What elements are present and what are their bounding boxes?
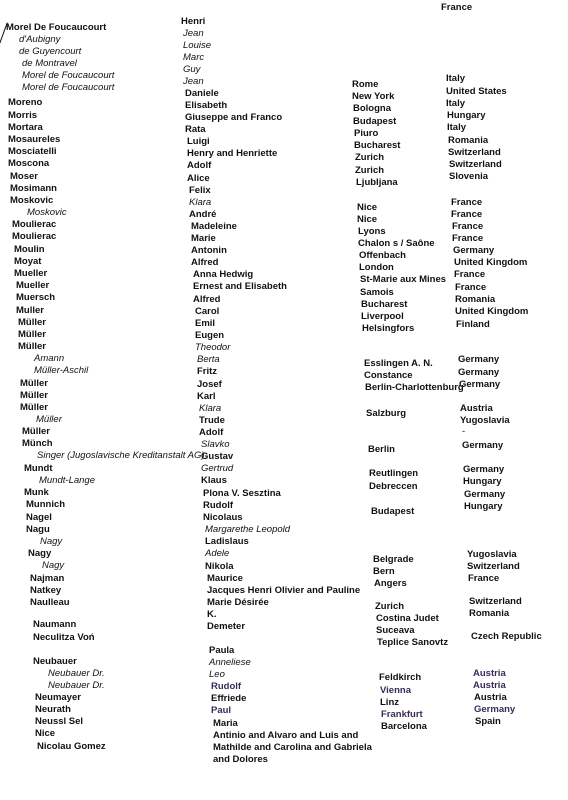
surname: de Guyencourt [19,46,82,57]
country: Czech Republic [471,631,542,642]
country: Slovenia [449,171,489,182]
surname: Nagy [42,560,65,571]
given-name: Alice [187,173,210,184]
given-name: Nikola [205,561,234,572]
surname: Munnich [26,499,66,510]
given-name: Luigi [187,136,210,147]
country: Romania [469,608,510,619]
given-name: Gertrud [201,463,234,474]
given-name: Ernest and Elisabeth [193,281,287,292]
surname: Müller [18,317,46,328]
given-name: Felix [189,185,211,196]
city: Angers [374,578,407,589]
city: Bucharest [354,140,401,151]
city: Frankfurt [381,709,423,720]
country: France [454,269,486,280]
surname: Naulleau [30,597,70,608]
surname: Mosimann [10,183,57,194]
city: Zurich [355,165,385,176]
surname: Mundt [24,463,53,474]
surname: Neubauer Dr. [48,668,105,679]
given-name: Henry and Henriette [187,148,278,159]
surname: Mueller [14,268,48,279]
surname: Morel de Foucaucourt [22,70,115,81]
given-name: K. [207,609,217,620]
country: Italy [446,98,466,109]
surname: Nice [35,728,56,739]
given-name: Emil [195,318,216,329]
given-name: Rudolf [211,681,242,692]
city: Chalon s / Saône [358,238,435,249]
city: Rome [352,79,379,90]
given-name: Giuseppe and Franco [185,112,283,123]
given-name: Antonin [191,245,227,256]
given-name: Carol [195,306,220,317]
country: Hungary [464,501,503,512]
given-name: Daniele [185,88,219,99]
city: Suceava [376,625,415,636]
given-name: Alfred [193,294,221,305]
city: Feldkirch [379,672,422,683]
surname: Mueller [16,280,50,291]
given-name: Jacques Henri Olivier and Pauline [207,585,361,596]
city: Costina Judet [376,613,439,624]
city: Esslingen A. N. [364,358,433,369]
country: Germany [462,440,504,451]
given-name: Adele [205,548,230,559]
given-name: Theodor [195,342,231,353]
city: Berlin [368,444,395,455]
country: France [451,209,483,220]
country: Yugoslavia [460,415,510,426]
country: Germany [474,704,516,715]
surname: Muller [16,305,44,316]
city: Lyons [358,226,386,237]
city: Reutlingen [369,468,419,479]
country: Spain [475,716,501,727]
city: Nice [357,202,378,213]
country: United States [446,86,507,97]
surname: Moreno [8,97,43,108]
city: Bucharest [361,299,408,310]
surname: Müller-Aschil [34,365,89,376]
country: Switzerland [449,159,502,170]
city: Samois [360,287,394,298]
surname: Morel de Foucaucourt [22,82,115,93]
surname: Moser [10,171,38,182]
country: France [451,197,483,208]
surname: d'Aubigny [19,34,61,45]
city: Bologna [353,103,391,114]
country: Italy [446,73,466,84]
country: United Kingdom [454,257,528,268]
country: Germany [458,354,500,365]
given-name: Adolf [199,427,224,438]
given-name: Gustav [201,451,234,462]
city: St-Marie aux Mines [360,274,447,285]
surname: Neubauer Dr. [48,680,105,691]
given-name: Ladislaus [205,536,249,547]
city: Vienna [380,685,411,696]
given-name: Rata [185,124,206,135]
given-name: Adolf [187,160,212,171]
country: Germany [459,379,501,390]
surname: Natkey [30,585,62,596]
city: Liverpool [361,311,404,322]
given-name: Louise [183,40,211,51]
surname: Morel De Foucaucourt [6,22,107,33]
given-name: Karl [197,391,216,402]
city: Teplice Sanovtz [377,637,449,648]
given-name: Fritz [197,366,218,377]
city: Piuro [354,128,379,139]
given-name: Maria [213,718,238,729]
city: Budapest [371,506,415,517]
country: Austria [473,668,506,679]
surname: Nagy [28,548,52,559]
city: Constance [364,370,413,381]
surname: Mosaureles [8,134,61,145]
country: United Kingdom [455,306,529,317]
surname: Neubauer [33,656,77,667]
given-name: Margarethe Leopold [205,524,291,535]
country: Romania [448,135,489,146]
city: Budapest [353,116,397,127]
surname: Moyat [14,256,42,267]
given-name: Demeter [207,621,246,632]
given-name: Marie Désirée [207,597,269,608]
surname: Moulierac [12,231,57,242]
surname: Singer (Jugoslavische Kreditanstalt AG) [37,450,205,461]
given-name: Paul [211,705,232,716]
surname: Muersch [16,292,56,303]
surname: Moskovic [27,207,67,218]
city: London [359,262,394,273]
surname: Najman [30,573,65,584]
country: Hungary [463,476,502,487]
surname: Müller [18,341,46,352]
city: Ljubljana [356,177,398,188]
country: Austria [460,403,493,414]
city: Nice [357,214,378,225]
city: Zurich [375,601,405,612]
city: Berlin-Charlottenburg [365,382,464,393]
given-name: Eugen [195,330,225,341]
surname: Neussl Sel [35,716,84,727]
surname: Nagel [26,512,52,523]
country: Finland [456,319,490,330]
city: Barcelona [381,721,427,732]
given-name: Slavko [201,439,230,450]
country: Italy [447,122,467,133]
city: Bern [373,566,395,577]
city: New York [352,91,395,102]
given-name: André [189,209,217,220]
country: Germany [463,464,505,475]
given-name: Leo [209,669,225,680]
city: Zurich [355,152,385,163]
given-name: Jean [183,76,204,87]
given-name: Anneliese [209,657,251,668]
surname: Mosciatelli [8,146,57,157]
surname: Amann [34,353,65,364]
surname: Nicolau Gomez [37,741,106,752]
surname: Moulin [14,244,45,255]
surname: Moulierac [12,219,57,230]
city: Salzburg [366,408,407,419]
given-name: Maurice [207,573,243,584]
country: Hungary [447,110,486,121]
surname: Neurath [35,704,71,715]
given-name: Rudolf [203,500,234,511]
given-name: Madeleine [191,221,237,232]
surname: Moscona [8,158,50,169]
country: Romania [455,294,496,305]
surname: Morris [8,110,38,121]
given-name: Trude [199,415,225,426]
surname: Mortara [8,122,43,133]
surname: Munk [24,487,49,498]
country: Germany [464,489,506,500]
surname: Naumann [33,619,77,630]
country: Switzerland [448,147,501,158]
given-name: Marc [183,52,205,63]
country: France [452,221,484,232]
city: Belgrade [373,554,414,565]
country: Austria [474,692,507,703]
surname: de Montravel [22,58,77,69]
given-name: Jean [183,28,204,39]
surname: Müller [18,329,46,340]
given-name: Berta [197,354,220,365]
given-name: Josef [197,379,222,390]
surname: Neculitza Voń [33,632,95,643]
city: Linz [380,697,399,708]
country: Germany [453,245,495,256]
surname: Mundt-Lange [39,475,95,486]
given-name: and Dolores [213,754,268,765]
surname: Müller [20,402,48,413]
surname: Neumayer [35,692,81,703]
surname: Nagu [26,524,50,535]
country: France [452,233,484,244]
country: France [455,282,487,293]
country: - [462,426,466,437]
given-name: Antinio and Alvaro and Luis and [213,730,359,741]
country: Germany [458,367,500,378]
given-name: Effriede [211,693,247,704]
country: Switzerland [469,596,522,607]
city: Helsingfors [362,323,415,334]
city: Offenbach [359,250,406,261]
city: Debreccen [369,481,418,492]
surname: Münch [22,438,53,449]
given-name: Klaus [201,475,227,486]
given-name: Mathilde and Carolina and Gabriela [213,742,372,753]
given-name: Guy [183,64,201,75]
given-name: Klara [189,197,212,208]
given-name: Plona V. Sesztina [203,488,281,499]
country: Switzerland [467,561,520,572]
given-name: Klara [199,403,222,414]
country: Yugoslavia [467,549,517,560]
surname: Müller [36,414,62,425]
surname: Nagy [40,536,63,547]
surname: Müller [22,426,50,437]
given-name: Nicolaus [203,512,243,523]
surname: Moskovic [10,195,54,206]
surname: Müller [20,390,48,401]
given-name: Marie [191,233,216,244]
given-name: Elisabeth [185,100,228,111]
country: France [441,2,473,13]
country: Austria [473,680,506,691]
given-name: Paula [209,645,235,656]
given-name: Henri [181,16,206,27]
given-name: Alfred [191,257,219,268]
country: France [468,573,500,584]
given-name: Anna Hedwig [193,269,254,280]
surname: Müller [20,378,48,389]
